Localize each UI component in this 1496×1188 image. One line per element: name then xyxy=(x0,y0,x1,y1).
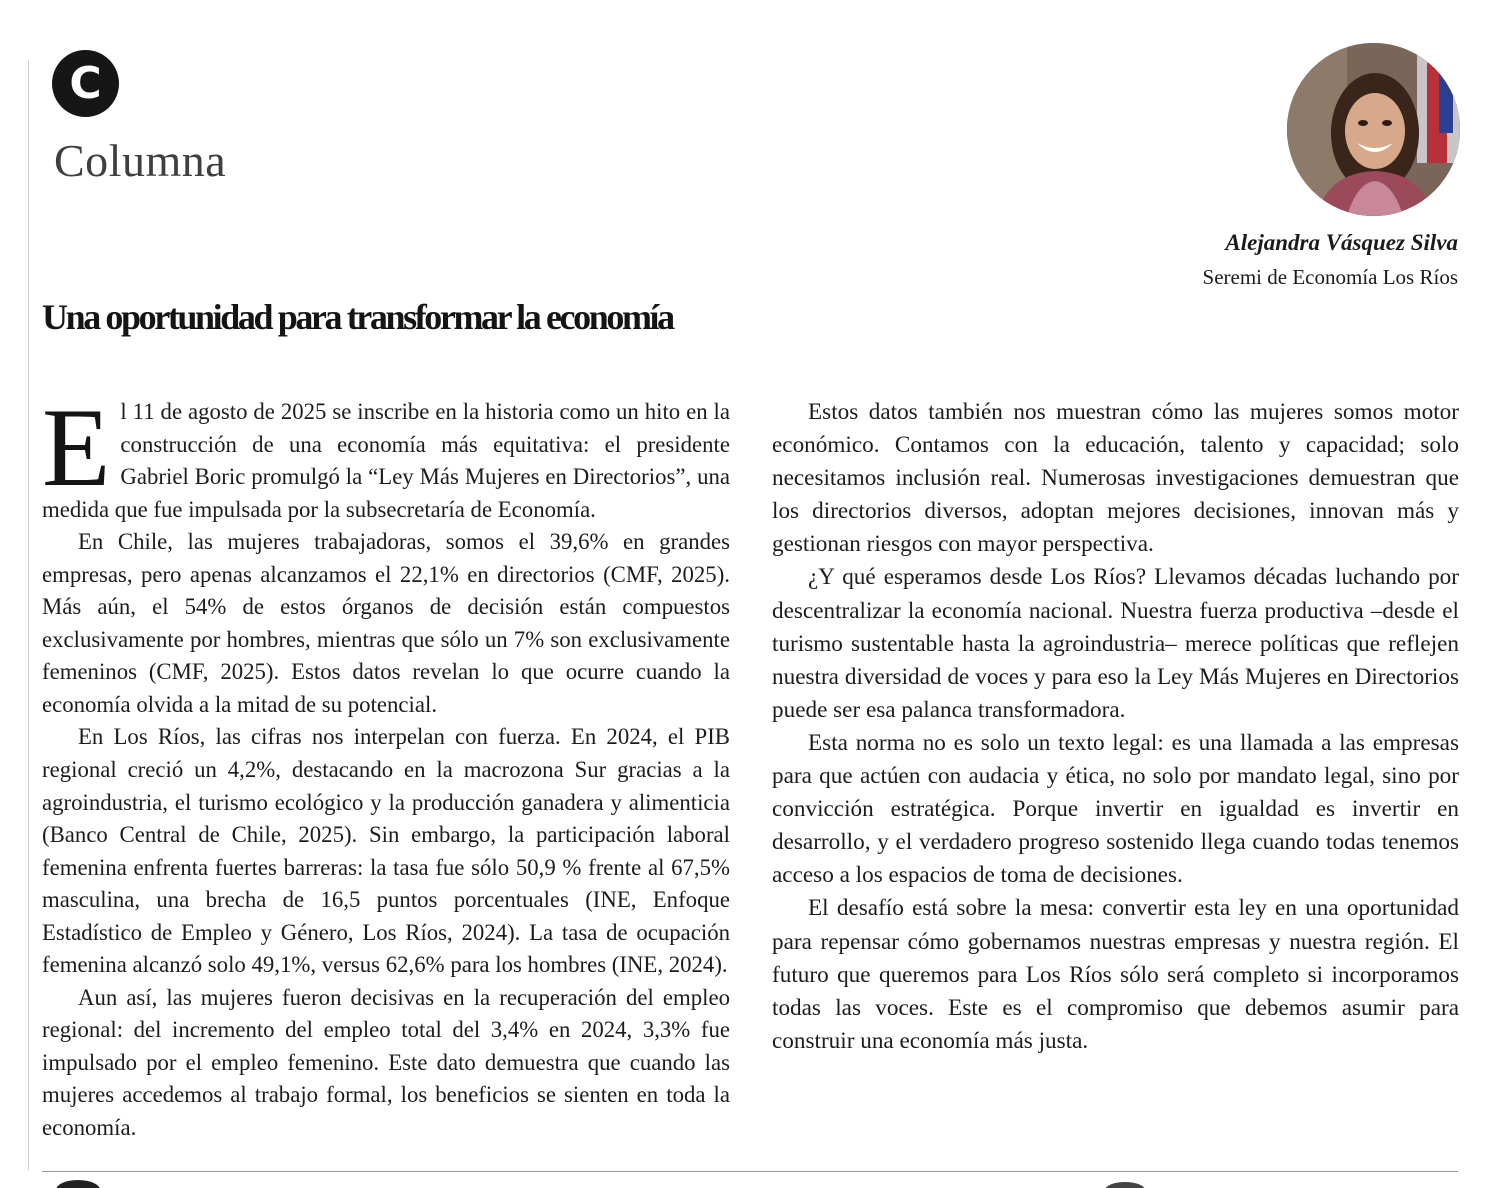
article-column-right xyxy=(772,396,1459,1058)
article-paragraph: Estos datos también nos muestran cómo las mujeres somos motor económico. Contamos con la educación, talento y capacidad; solo necesitamos inclusión real. Numerosas investigaciones demuestran que los directorios diversos, adoptan mejores decisiones, innovan más y gestionan riesgos con mayor perspectiva. xyxy=(772,399,1459,558)
article-paragraph: Esta norma no es solo un texto legal: es una llamada a las empresas para que actúen con audacia y ética, no solo por mandato legal, sino por convicción estratégica. Porque invertir en igualdad es invertir en desarrollo, y el verdadero progreso sostenido llega cuando todas tenemos acceso a los espacios de toma de decisiones. xyxy=(772,729,1459,889)
article-paragraph: En Chile, las mujeres trabajadoras, somos el 39,6% en grandes empresas, pero apenas alcanzamos el 22,1% en directorios (CMF, 2025). Más aún, el 54% de estos órganos de decisión están compuestos exclusivamente por hombres, mientras que sólo un 7% son exclusivamente femeninos (CMF, 2025). Estos datos revelan lo que ocurre cuando la economía olvida a la mitad de su potencial. xyxy=(42,529,730,717)
article-paragraph: En Los Ríos, las cifras nos interpelan con fuerza. En 2024, el PIB regional creció un 4,2%, destacando en la macrozona Sur gracias a la agroindustria, el turismo ecológico y la producción ganadera y alimenticia (Banco Central de Chile, 2025). Sin embargo, la participación laboral femenina enfrenta fuertes barreras: la tasa fue sólo 50,9 % frente al 67,5% masculina, una brecha de 16,5 puntos porcentuales (INE, Enfoque Estadístico de Empleo y Género, Los Ríos, 2024). La tasa de ocupación femenina alcanzó solo 49,1%, versus 62,6% para los hombres (INE, 2024). xyxy=(42,724,730,978)
article-paragraph: Aun así, las mujeres fueron decisivas en la recuperación del empleo regional: del incremento del empleo total del 3,4% en 2024, 3,3% fue impulsado por el empleo femenino. Este dato demuestra que cuando las mujeres accedemos al trabajo formal, los beneficios se sienten en toda la economía. xyxy=(42,984,730,1141)
page-margin-rule xyxy=(28,60,29,1170)
next-article-fragment xyxy=(56,1180,100,1188)
article-paragraph: El desafío está sobre la mesa: convertir esta ley en una oportunidad para repensar cómo gobernamos nuestras empresas y nuestra región. El futuro que queremos para Los Ríos sólo será completo si incorporamos todas las voces. Este es el compromiso que debemos asumir para construir una economía más justa. xyxy=(772,895,1459,1054)
author-role: Seremi de Economía Los Ríos xyxy=(1202,265,1458,289)
article-paragraph xyxy=(42,386,730,526)
paragraph-text: l 11 de agosto de 2025 se inscribe en la historia como un hito en la construcción de una economía más equitativa: el presidente Gabriel Boric promulgó la “Ley Más Mujeres en Directorios”, una medida que fue impulsada por la subsecretaría de Economía. xyxy=(42,399,730,522)
section-badge-icon xyxy=(52,50,119,117)
author-portrait-icon xyxy=(1287,43,1460,216)
bottom-divider xyxy=(42,1171,1458,1172)
article-column-left xyxy=(42,386,730,1145)
drop-cap: E xyxy=(42,386,111,510)
article-paragraph: ¿Y qué esperamos desde Los Ríos? Llevamos décadas luchando por descentralizar la economía nacional. Nuestra fuerza productiva –desde el turismo sustentable hasta la agroindustria– merece políticas que reflejen nuestra diversidad de voces y para eso la Ley Más Mujeres en Directorios puede ser esa palanca transformadora. xyxy=(772,564,1459,723)
author-photo xyxy=(1287,43,1460,216)
author-name: Alejandra Vásquez Silva xyxy=(1225,230,1458,255)
section-label: Columna xyxy=(54,135,227,186)
next-article-fragment xyxy=(1105,1182,1145,1188)
section-badge-letter: C xyxy=(69,57,102,109)
headline: Una oportunidad para transformar la economía xyxy=(42,297,673,337)
